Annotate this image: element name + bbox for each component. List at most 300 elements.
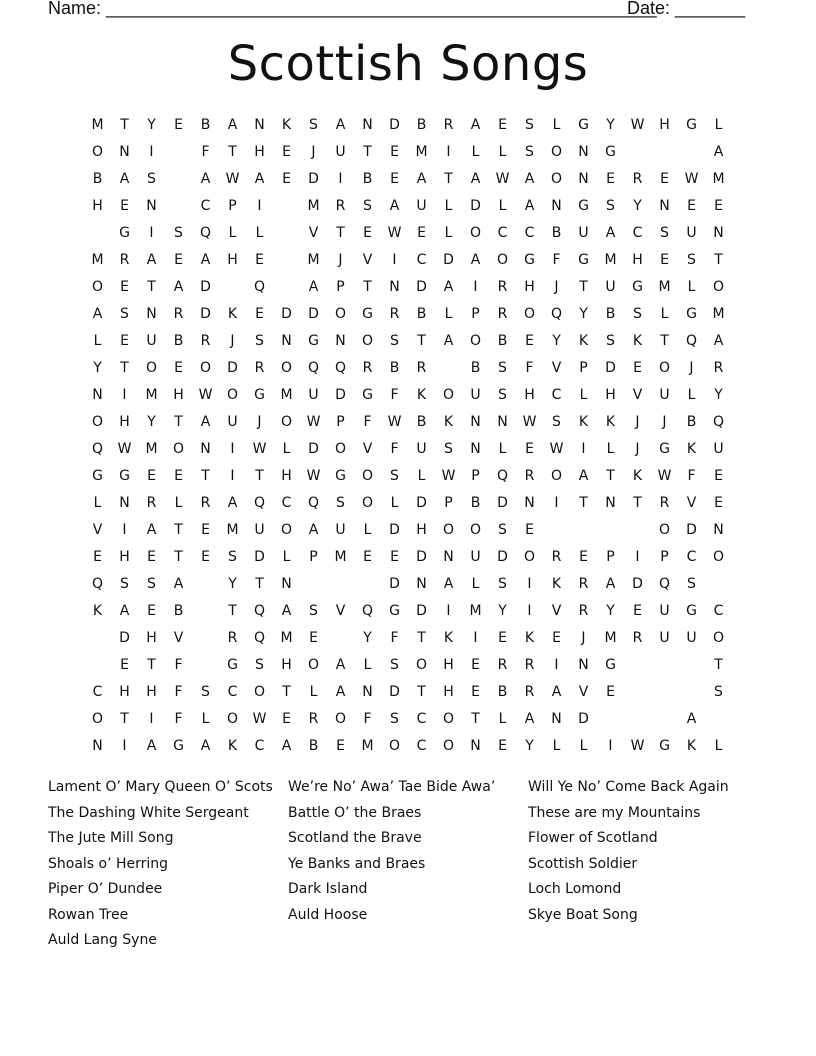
grid-letter: K (686, 441, 697, 457)
grid-letter: W (630, 117, 645, 133)
grid-letter: W (630, 738, 645, 754)
grid-letter: M (604, 252, 617, 268)
grid-letter: V (173, 630, 184, 646)
grid-letter: H (443, 684, 454, 700)
grid-letter: Q (199, 225, 212, 241)
grid-letter (624, 652, 651, 679)
grid-letter: L (552, 738, 561, 754)
grid-letter: B (416, 414, 427, 430)
grid-letter: U (335, 144, 346, 160)
grid-letter: T (120, 360, 129, 376)
grid-letter: L (228, 225, 237, 241)
grid-letter: S (498, 360, 507, 376)
grid-letter: R (524, 468, 535, 484)
grid-letter: U (659, 387, 670, 403)
grid-letter: O (361, 468, 374, 484)
grid-letter: E (498, 630, 507, 646)
grid-letter: T (282, 684, 291, 700)
grid-letter (327, 571, 354, 598)
grid-letter: O (307, 657, 320, 673)
grid-letter: O (442, 711, 455, 727)
grid-letter: O (280, 414, 293, 430)
grid-letter: Y (93, 360, 102, 376)
grid-letter: F (174, 711, 183, 727)
grid-letter: E (390, 171, 399, 187)
grid-letter: D (227, 360, 238, 376)
grid-letter: L (174, 495, 183, 511)
grid-letter: B (497, 333, 508, 349)
grid-letter: U (659, 630, 670, 646)
grid-letter: Q (334, 360, 347, 376)
grid-letter: P (444, 495, 453, 511)
grid-letter: D (443, 252, 454, 268)
grid-letter: K (227, 738, 238, 754)
grid-letter: F (552, 252, 561, 268)
grid-letter (165, 139, 192, 166)
grid-letter: O (442, 387, 455, 403)
grid-letter: E (120, 657, 129, 673)
grid-letter: K (524, 630, 535, 646)
grid-letter: A (173, 576, 184, 592)
grid-letter: O (91, 414, 104, 430)
grid-letter: L (687, 387, 696, 403)
grid-letter: Q (361, 603, 374, 619)
grid-letter: A (254, 171, 265, 187)
grid-letter: E (660, 252, 669, 268)
grid-letter: E (201, 522, 210, 538)
grid-letter: U (416, 441, 427, 457)
grid-letter: H (146, 684, 157, 700)
grid-letter: D (416, 603, 427, 619)
grid-letter: C (254, 738, 265, 754)
grid-letter: S (714, 684, 723, 700)
grid-letter: L (714, 117, 723, 133)
grid-letter: T (147, 657, 156, 673)
grid-letter: Q (253, 603, 266, 619)
grid-letter: T (714, 252, 723, 268)
grid-letter: R (200, 333, 211, 349)
grid-letter: W (252, 711, 267, 727)
grid-letter: O (712, 279, 725, 295)
grid-letter: S (552, 414, 561, 430)
grid-letter: Q (712, 414, 725, 430)
grid-letter: S (147, 576, 156, 592)
grid-letter: J (338, 252, 343, 268)
grid-letter: V (578, 684, 589, 700)
grid-letter: Y (606, 603, 615, 619)
grid-letter: B (200, 117, 211, 133)
grid-letter (678, 652, 705, 679)
grid-letter: V (308, 225, 319, 241)
grid-letter: A (443, 576, 454, 592)
grid-letter (543, 517, 570, 544)
grid-letter: N (92, 738, 103, 754)
grid-letter: H (281, 468, 292, 484)
grid-letter: U (146, 333, 157, 349)
grid-letter: D (200, 279, 211, 295)
grid-letter: A (524, 711, 535, 727)
grid-letter: D (389, 522, 400, 538)
grid-letter: P (606, 549, 615, 565)
grid-letter: O (334, 711, 347, 727)
grid-letter: A (92, 306, 103, 322)
grid-letter: R (362, 360, 373, 376)
grid-letter: D (470, 198, 481, 214)
grid-letter: K (92, 603, 103, 619)
grid-letter: A (146, 522, 157, 538)
grid-letter (165, 166, 192, 193)
grid-letter (84, 220, 111, 247)
grid-letter: T (120, 711, 129, 727)
grid-letter: H (119, 549, 130, 565)
grid-letter (273, 193, 300, 220)
grid-letter (705, 706, 732, 733)
grid-letter: K (605, 414, 616, 430)
grid-letter: C (551, 387, 562, 403)
grid-letter: M (469, 603, 482, 619)
grid-letter: O (199, 360, 212, 376)
grid-letter: C (200, 198, 211, 214)
grid-letter: C (497, 225, 508, 241)
grid-letter: G (578, 252, 589, 268)
grid-letter: C (281, 495, 292, 511)
grid-letter: D (308, 441, 319, 457)
grid-letter: A (146, 252, 157, 268)
grid-letter: T (120, 117, 129, 133)
grid-letter: H (632, 252, 643, 268)
grid-letter: N (335, 333, 346, 349)
grid-letter: E (120, 198, 129, 214)
grid-letter: E (525, 522, 534, 538)
grid-letter: D (686, 522, 697, 538)
grid-letter: N (470, 441, 481, 457)
grid-letter: I (230, 468, 235, 484)
grid-letter: Q (550, 306, 563, 322)
grid-letter: K (578, 414, 589, 430)
grid-letter: E (417, 225, 426, 241)
grid-letter: O (91, 144, 104, 160)
word-list-item: Flower of Scotland (528, 830, 658, 846)
grid-letter: I (446, 144, 451, 160)
grid-letter: R (254, 360, 265, 376)
grid-letter: A (470, 171, 481, 187)
grid-letter: F (525, 360, 534, 376)
grid-letter: B (173, 333, 184, 349)
grid-letter: I (527, 576, 532, 592)
grid-letter: P (228, 198, 237, 214)
grid-letter: I (257, 198, 262, 214)
grid-letter: R (308, 711, 319, 727)
grid-letter: A (335, 684, 346, 700)
grid-letter: J (554, 279, 559, 295)
grid-letter (165, 193, 192, 220)
grid-letter: N (578, 144, 589, 160)
grid-letter: E (363, 225, 372, 241)
grid-letter: A (119, 603, 130, 619)
grid-letter: T (417, 333, 426, 349)
grid-letter: U (578, 225, 589, 241)
grid-letter: E (525, 441, 534, 457)
grid-letter: E (552, 630, 561, 646)
grid-letter (651, 139, 678, 166)
grid-letter: N (578, 657, 589, 673)
grid-letter: L (444, 306, 453, 322)
grid-letter (327, 625, 354, 652)
grid-letter: H (524, 387, 535, 403)
grid-letter: T (336, 225, 345, 241)
grid-letter: S (444, 441, 453, 457)
grid-letter: R (227, 630, 238, 646)
grid-letter: O (550, 171, 563, 187)
grid-letter (678, 679, 705, 706)
grid-letter (84, 625, 111, 652)
grid-letter: I (149, 711, 154, 727)
grid-letter: F (201, 144, 210, 160)
grid-letter: G (335, 468, 346, 484)
grid-letter: L (714, 738, 723, 754)
grid-letter: O (550, 144, 563, 160)
grid-letter: O (415, 657, 428, 673)
grid-letter: O (523, 306, 536, 322)
grid-letter: L (309, 684, 318, 700)
grid-letter: O (91, 279, 104, 295)
grid-letter: D (308, 306, 319, 322)
grid-letter: E (282, 171, 291, 187)
grid-letter: N (200, 441, 211, 457)
grid-letter: L (93, 495, 102, 511)
grid-letter: E (714, 468, 723, 484)
grid-letter: E (174, 117, 183, 133)
grid-letter: E (471, 684, 480, 700)
grid-letter: U (713, 441, 724, 457)
grid-letter: A (686, 711, 697, 727)
grid-letter: Y (552, 333, 561, 349)
grid-letter: D (308, 171, 319, 187)
grid-letter: L (471, 576, 480, 592)
grid-letter: F (390, 630, 399, 646)
grid-letter: T (174, 414, 183, 430)
grid-letter: G (686, 306, 697, 322)
grid-letter: B (362, 171, 373, 187)
grid-letter: M (604, 630, 617, 646)
grid-letter: H (119, 684, 130, 700)
grid-letter: L (444, 225, 453, 241)
grid-letter: T (147, 279, 156, 295)
grid-letter: A (713, 333, 724, 349)
grid-letter: M (361, 738, 374, 754)
grid-letter: G (686, 603, 697, 619)
grid-letter: W (387, 414, 402, 430)
grid-letter: G (119, 468, 130, 484)
word-list-item: Loch Lomond (528, 881, 622, 897)
grid-letter: N (524, 495, 535, 511)
grid-letter: R (632, 171, 643, 187)
grid-letter: H (416, 522, 427, 538)
grid-letter: E (309, 630, 318, 646)
grid-letter: M (145, 387, 158, 403)
grid-letter: Q (307, 360, 320, 376)
grid-letter: R (416, 360, 427, 376)
grid-letter: A (200, 738, 211, 754)
grid-letter: V (632, 387, 643, 403)
grid-letter: P (471, 306, 480, 322)
grid-letter: M (280, 630, 293, 646)
grid-letter: W (306, 468, 321, 484)
grid-letter: S (390, 657, 399, 673)
word-list-item: Rowan Tree (48, 906, 129, 923)
grid-letter: T (228, 144, 237, 160)
grid-letter: S (390, 711, 399, 727)
grid-letter: O (280, 360, 293, 376)
grid-letter: S (201, 684, 210, 700)
grid-letter: O (712, 549, 725, 565)
grid-letter: E (525, 333, 534, 349)
grid-letter: A (227, 117, 238, 133)
grid-letter: L (417, 468, 426, 484)
word-list-item: Auld Hoose (288, 906, 368, 923)
grid-letter: R (389, 306, 400, 322)
grid-letter: H (254, 144, 265, 160)
grid-letter: H (119, 414, 130, 430)
grid-letter: I (338, 171, 343, 187)
word-list-item: Will Ye No’ Come Back Again (528, 779, 729, 795)
grid-letter: L (498, 711, 507, 727)
grid-letter: P (660, 549, 669, 565)
grid-letter: K (551, 576, 562, 592)
grid-letter: Q (91, 576, 104, 592)
grid-letter: N (119, 144, 130, 160)
grid-letter: E (201, 549, 210, 565)
grid-letter: L (498, 198, 507, 214)
grid-letter: F (174, 657, 183, 673)
grid-letter: E (336, 738, 345, 754)
grid-letter: L (444, 198, 453, 214)
grid-letter: I (122, 387, 127, 403)
grid-letter: Y (147, 117, 156, 133)
word-list-item: The Jute Mill Song (48, 830, 174, 846)
grid-letter: O (280, 522, 293, 538)
grid-letter: U (416, 198, 427, 214)
grid-letter: D (389, 576, 400, 592)
grid-letter: S (525, 117, 534, 133)
grid-letter: A (416, 171, 427, 187)
word-list (48, 777, 768, 967)
grid-letter: V (362, 252, 373, 268)
grid-letter: H (92, 198, 103, 214)
grid-letter: U (308, 387, 319, 403)
grid-letter: C (713, 603, 724, 619)
grid-letter: U (227, 414, 238, 430)
grid-letter: D (389, 117, 400, 133)
grid-letter: J (635, 441, 640, 457)
grid-letter: C (416, 738, 427, 754)
grid-letter: W (252, 441, 267, 457)
grid-letter: A (335, 657, 346, 673)
grid-letter: W (657, 468, 672, 484)
grid-letter (597, 706, 624, 733)
grid-letter: A (524, 171, 535, 187)
grid-letter (273, 247, 300, 274)
word-list-item: These are my Mountains (528, 804, 701, 821)
grid-letter: E (363, 549, 372, 565)
grid-letter: H (605, 387, 616, 403)
grid-letter: S (498, 576, 507, 592)
grid-letter: N (659, 198, 670, 214)
grid-letter: E (633, 603, 642, 619)
grid-letter: E (606, 171, 615, 187)
grid-letter: D (578, 711, 589, 727)
grid-letter: O (253, 684, 266, 700)
grid-letter: B (470, 495, 481, 511)
grid-letter: G (119, 225, 130, 241)
grid-letter: G (524, 252, 535, 268)
grid-letter: L (552, 117, 561, 133)
grid-letter: R (443, 117, 454, 133)
grid-letter: I (473, 630, 478, 646)
grid-letter: Y (579, 306, 588, 322)
grid-letter: S (255, 657, 264, 673)
grid-letter: M (91, 117, 104, 133)
grid-letter: N (578, 171, 589, 187)
grid-letter: A (308, 279, 319, 295)
grid-letter: O (496, 252, 509, 268)
grid-letter: U (335, 522, 346, 538)
grid-letter: N (92, 387, 103, 403)
grid-letter: M (712, 171, 725, 187)
grid-letter: L (201, 711, 210, 727)
word-list-item: Skye Boat Song (528, 906, 638, 923)
grid-letter: G (308, 333, 319, 349)
grid-letter: N (713, 522, 724, 538)
grid-letter: O (145, 360, 158, 376)
grid-letter: W (198, 387, 213, 403)
grid-letter: O (712, 630, 725, 646)
grid-letter: O (658, 522, 671, 538)
grid-letter: V (335, 603, 346, 619)
grid-letter: E (714, 495, 723, 511)
grid-letter: T (606, 468, 615, 484)
grid-letter: U (470, 387, 481, 403)
grid-letter: N (146, 198, 157, 214)
grid-letter: I (635, 549, 640, 565)
grid-letter: G (254, 387, 265, 403)
grid-letter: E (498, 738, 507, 754)
grid-letter: L (390, 495, 399, 511)
grid-letter: K (578, 333, 589, 349)
grid-letter: I (149, 144, 154, 160)
word-list-item: Auld Lang Syne (48, 932, 157, 948)
grid-letter: T (579, 279, 588, 295)
grid-letter: V (551, 360, 562, 376)
grid-letter: B (551, 225, 562, 241)
grid-letter: P (336, 414, 345, 430)
grid-letter (84, 652, 111, 679)
grid-letter: M (307, 252, 320, 268)
grid-letter: E (633, 360, 642, 376)
grid-letter: E (660, 171, 669, 187)
grid-letter: J (230, 333, 235, 349)
grid-letter: J (689, 360, 694, 376)
grid-letter: F (390, 441, 399, 457)
grid-letter: T (579, 495, 588, 511)
word-list-item: Dark Island (288, 881, 368, 897)
grid-letter: W (306, 414, 321, 430)
grid-letter: E (147, 468, 156, 484)
grid-letter: Q (307, 495, 320, 511)
grid-letter: A (200, 252, 211, 268)
grid-letter: N (497, 414, 508, 430)
grid-letter: N (146, 306, 157, 322)
